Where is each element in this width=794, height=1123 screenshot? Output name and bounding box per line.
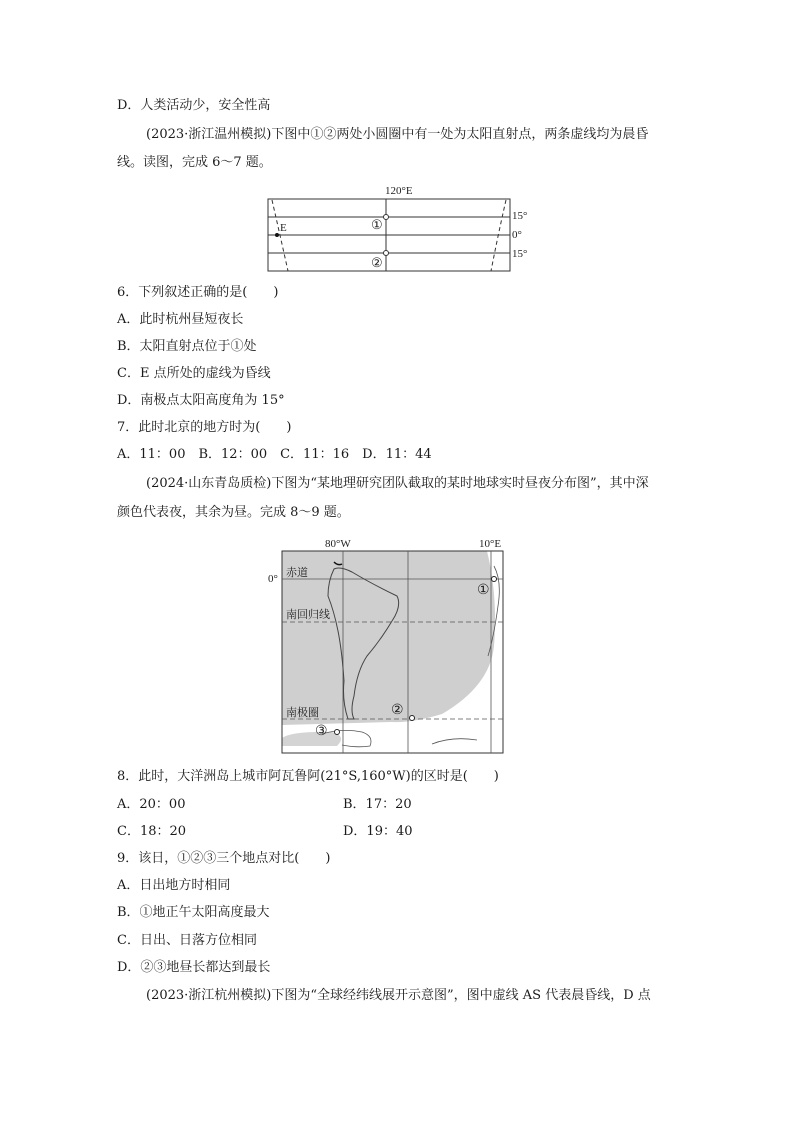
q8-option-d: D．19：40 bbox=[343, 824, 413, 839]
lat-15n-label: 15° bbox=[512, 210, 528, 222]
q8-option-a: A．20：00 bbox=[117, 797, 186, 812]
question-8: 8．此时，大洋洲岛上城市阿瓦鲁阿(21°S,160°W)的区时是( ) bbox=[117, 769, 499, 784]
point-1 bbox=[492, 577, 497, 582]
q6-option-b: B．太阳直射点位于①处 bbox=[117, 339, 257, 354]
intro-6-7: (2023·浙江温州模拟)下图中①②两处小圆圈中有一处为太阳直射点，两条虚线均为晨昏 bbox=[146, 127, 649, 142]
label-antarctic: 南极圈 bbox=[286, 707, 319, 719]
figure-day-night-map bbox=[262, 536, 512, 760]
q9-option-a: A．日出地方时相同 bbox=[117, 878, 231, 893]
mark-3: ③ bbox=[315, 724, 328, 739]
night-region bbox=[282, 551, 495, 725]
intro-next: (2023·浙江杭州模拟)下图为“全球经纬线展开示意图”，图中虚线 AS 代表晨昏线，D 点 bbox=[146, 988, 651, 1003]
label-120e: 120°E bbox=[385, 185, 413, 197]
label-10e: 10°E bbox=[479, 538, 502, 550]
lat-0-label: 0° bbox=[512, 229, 522, 241]
question-7: 7．此时北京的地方时为( ) bbox=[117, 420, 292, 435]
intro-8-9: (2024·山东青岛质检)下图为“某地理研究团队截取的某时地球实时昼夜分布图”，其中深 bbox=[146, 476, 649, 491]
q9-option-d: D．②③地昼长都达到最长 bbox=[117, 960, 271, 975]
label-80w: 80°W bbox=[325, 538, 351, 550]
point-e-dot bbox=[275, 233, 279, 237]
q9-option-b: B．①地正午太阳高度最大 bbox=[117, 905, 270, 920]
intro-6-7-cont: 线。读图，完成 6～7 题。 bbox=[117, 155, 272, 170]
mark-1: ① bbox=[477, 583, 490, 598]
point-3 bbox=[335, 730, 340, 735]
q6-option-c: C．E 点所处的虚线为昏线 bbox=[117, 366, 271, 381]
figure-2-svg bbox=[262, 536, 512, 756]
q8-option-b: B．17：20 bbox=[343, 797, 412, 812]
q8-option-c: C．18：20 bbox=[117, 824, 187, 839]
antarctic-coast-outline bbox=[432, 739, 477, 744]
q6-option-a: A．此时杭州昼短夜长 bbox=[117, 312, 244, 327]
option-d-prev: D．人类活动少，安全性高 bbox=[117, 98, 271, 113]
mark-2: ② bbox=[371, 255, 383, 270]
lat-15s-label: 15° bbox=[512, 248, 528, 260]
intro-8-9-cont: 颜色代表夜，其余为昼。完成 8～9 题。 bbox=[117, 505, 350, 520]
label-lat-0: 0° bbox=[268, 573, 278, 585]
label-tropic: 南回归线 bbox=[286, 609, 330, 621]
circle-1 bbox=[384, 215, 389, 220]
mark-1: ① bbox=[371, 217, 383, 232]
q9-option-c: C．日出、日落方位相同 bbox=[117, 933, 257, 948]
point-e-label: E bbox=[280, 222, 287, 234]
label-equator: 赤道 bbox=[286, 567, 308, 579]
q6-option-d: D．南极点太阳高度角为 15° bbox=[117, 393, 285, 408]
point-2 bbox=[410, 716, 415, 721]
question-9: 9．该日，①②③三个地点对比( ) bbox=[117, 851, 331, 866]
circle-2 bbox=[384, 251, 389, 256]
q7-options: A．11：00 B．12：00 C．11：16 D．11：44 bbox=[117, 447, 432, 462]
night-region-south bbox=[282, 732, 341, 746]
question-6: 6．下列叙述正确的是( ) bbox=[117, 285, 279, 300]
figure-1-svg bbox=[260, 182, 550, 274]
mark-2: ② bbox=[391, 703, 404, 718]
figure-terminator-grid bbox=[260, 182, 550, 278]
